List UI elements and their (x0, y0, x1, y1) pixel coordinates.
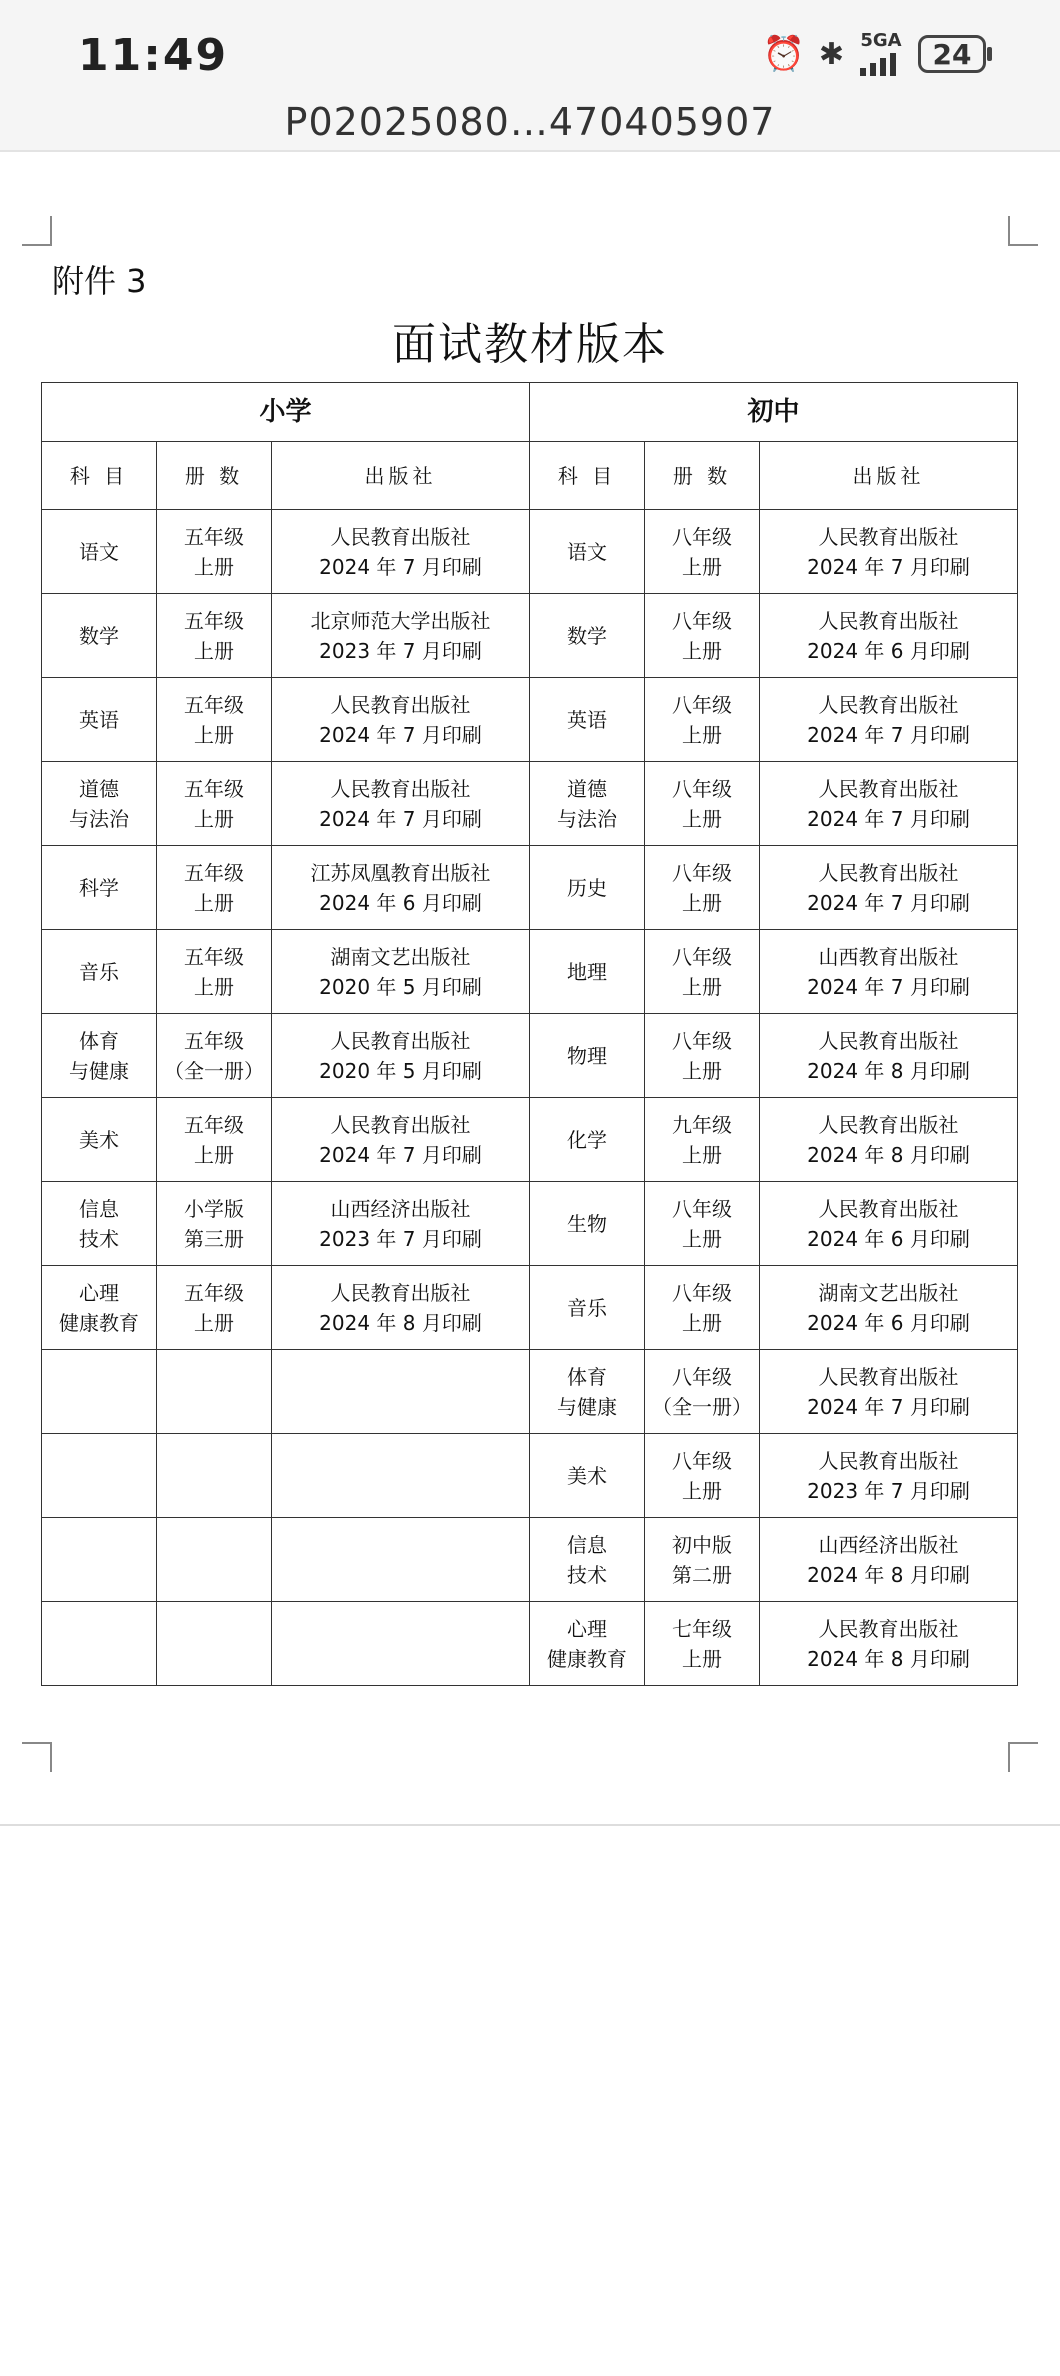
primary-subject-cell (42, 510, 157, 594)
middle-publisher-text: 人民教育出版社 (818, 692, 959, 717)
primary-publisher-cell (272, 846, 530, 930)
middle-subject-text: 道德 (567, 776, 607, 801)
middle-publisher-cell (760, 1602, 1018, 1686)
primary-publisher-text: 2024 年 7 月印刷 (319, 1142, 482, 1167)
middle-subject-cell (530, 1602, 645, 1686)
primary-volume-text: 五年级 (184, 944, 244, 969)
middle-publisher-text: 人民教育出版社 (818, 1616, 959, 1641)
middle-volume-cell (645, 594, 760, 678)
primary-publisher-cell (272, 1434, 530, 1518)
table-row (42, 678, 1018, 762)
col-header-subject: 科 目 (42, 442, 157, 510)
middle-volume-text: 八年级 (672, 692, 732, 717)
primary-publisher-text: 2024 年 7 月印刷 (319, 554, 482, 579)
middle-subject-text: 物理 (567, 1043, 607, 1068)
signal-icon (858, 32, 904, 76)
middle-publisher-text: 人民教育出版社 (818, 524, 959, 549)
table-row (42, 930, 1018, 1014)
middle-volume-text: 上册 (682, 1226, 722, 1251)
middle-publisher-text: 2024 年 8 月印刷 (807, 1058, 970, 1083)
middle-subject-text: 与法治 (557, 806, 617, 831)
middle-publisher-text: 湖南文艺出版社 (818, 1280, 959, 1305)
middle-publisher-text: 2024 年 7 月印刷 (807, 722, 970, 747)
middle-publisher-text: 山西教育出版社 (818, 944, 959, 969)
middle-volume-cell (645, 930, 760, 1014)
middle-publisher-cell (760, 1434, 1018, 1518)
middle-volume-text: 上册 (682, 890, 722, 915)
middle-volume-cell (645, 1182, 760, 1266)
table-body (42, 510, 1018, 1686)
middle-volume-text: 八年级 (672, 944, 732, 969)
middle-publisher-text: 2024 年 6 月印刷 (807, 638, 970, 663)
middle-volume-cell (645, 1350, 760, 1434)
primary-volume-cell (157, 1014, 272, 1098)
primary-publisher-cell (272, 1266, 530, 1350)
primary-subject-cell (42, 678, 157, 762)
middle-volume-text: （全一册） (652, 1394, 752, 1419)
middle-publisher-text: 人民教育出版社 (818, 1448, 959, 1473)
col-header-publisher: 出版社 (272, 442, 530, 510)
battery-level: 24 (932, 37, 972, 71)
middle-volume-text: 八年级 (672, 1448, 732, 1473)
middle-volume-text: 上册 (682, 806, 722, 831)
middle-subject-text: 英语 (567, 707, 607, 732)
middle-publisher-text: 2024 年 7 月印刷 (807, 890, 970, 915)
primary-volume-text: 五年级 (184, 524, 244, 549)
primary-volume-text: 上册 (194, 1142, 234, 1167)
middle-volume-cell (645, 1602, 760, 1686)
middle-publisher-text: 2024 年 8 月印刷 (807, 1562, 970, 1587)
primary-subject-text: 道德 (79, 776, 119, 801)
middle-publisher-text: 2024 年 6 月印刷 (807, 1310, 970, 1335)
group-header-middle: 初中 (530, 383, 1018, 442)
primary-subject-text: 信息 (79, 1196, 119, 1221)
primary-volume-text: 五年级 (184, 1280, 244, 1305)
primary-volume-cell (157, 678, 272, 762)
middle-volume-text: 上册 (682, 1310, 722, 1335)
primary-publisher-cell (272, 1350, 530, 1434)
primary-subject-cell (42, 1182, 157, 1266)
middle-publisher-text: 2024 年 7 月印刷 (807, 554, 970, 579)
primary-subject-text: 科学 (79, 875, 119, 900)
middle-subject-text: 音乐 (567, 1295, 607, 1320)
middle-subject-cell (530, 846, 645, 930)
primary-publisher-text: 山西经济出版社 (330, 1196, 471, 1221)
col-header-subject: 科 目 (530, 442, 645, 510)
primary-publisher-text: 人民教育出版社 (330, 1280, 471, 1305)
primary-publisher-cell (272, 762, 530, 846)
primary-volume-text: 五年级 (184, 776, 244, 801)
middle-volume-text: 上册 (682, 1646, 722, 1671)
middle-subject-text: 语文 (567, 539, 607, 564)
primary-volume-cell (157, 1434, 272, 1518)
primary-volume-text: （全一册） (164, 1058, 264, 1083)
primary-publisher-text: 2024 年 6 月印刷 (319, 890, 482, 915)
primary-publisher-text: 2024 年 8 月印刷 (319, 1310, 482, 1335)
primary-volume-text: 小学版 (184, 1196, 244, 1221)
group-header-primary: 小学 (42, 383, 530, 442)
primary-volume-cell (157, 1098, 272, 1182)
middle-publisher-text: 人民教育出版社 (818, 1196, 959, 1221)
middle-volume-text: 八年级 (672, 1196, 732, 1221)
primary-publisher-cell (272, 1014, 530, 1098)
middle-volume-cell (645, 1014, 760, 1098)
middle-volume-cell (645, 510, 760, 594)
middle-volume-text: 上册 (682, 638, 722, 663)
primary-publisher-cell (272, 678, 530, 762)
primary-publisher-text: 人民教育出版社 (330, 524, 471, 549)
primary-publisher-text: 2023 年 7 月印刷 (319, 1226, 482, 1251)
primary-publisher-cell (272, 930, 530, 1014)
middle-volume-text: 九年级 (672, 1112, 732, 1137)
textbook-table (41, 382, 1018, 1686)
primary-publisher-cell (272, 1098, 530, 1182)
middle-subject-text: 技术 (567, 1562, 607, 1587)
alarm-icon: ⏰ (762, 34, 805, 74)
middle-publisher-cell (760, 1182, 1018, 1266)
table-row (42, 762, 1018, 846)
primary-subject-cell (42, 594, 157, 678)
primary-subject-text: 与法治 (69, 806, 129, 831)
table-row (42, 1014, 1018, 1098)
middle-subject-cell (530, 1098, 645, 1182)
bluetooth-icon: ✱ (818, 36, 844, 72)
primary-subject-text: 健康教育 (59, 1310, 139, 1335)
middle-volume-cell (645, 678, 760, 762)
middle-subject-cell (530, 1350, 645, 1434)
table-row (42, 1518, 1018, 1602)
middle-publisher-text: 人民教育出版社 (818, 860, 959, 885)
middle-subject-cell (530, 1182, 645, 1266)
middle-subject-text: 生物 (567, 1211, 607, 1236)
crop-mark-bottom-left (22, 1742, 52, 1772)
battery-icon (918, 35, 986, 73)
middle-subject-text: 体育 (567, 1364, 607, 1389)
middle-publisher-text: 2024 年 8 月印刷 (807, 1142, 970, 1167)
middle-volume-text: 上册 (682, 1478, 722, 1503)
middle-subject-cell (530, 1434, 645, 1518)
primary-publisher-text: 北京师范大学出版社 (310, 608, 491, 633)
primary-volume-cell (157, 846, 272, 930)
primary-publisher-cell (272, 1182, 530, 1266)
middle-volume-cell (645, 1098, 760, 1182)
middle-publisher-cell (760, 1350, 1018, 1434)
middle-volume-text: 第二册 (672, 1562, 732, 1587)
middle-publisher-text: 人民教育出版社 (818, 776, 959, 801)
middle-volume-text: 上册 (682, 974, 722, 999)
middle-publisher-cell (760, 762, 1018, 846)
middle-subject-cell (530, 1014, 645, 1098)
primary-publisher-text: 人民教育出版社 (330, 692, 471, 717)
primary-subject-text: 数学 (79, 623, 119, 648)
primary-volume-text: 上册 (194, 806, 234, 831)
primary-subject-cell (42, 1266, 157, 1350)
middle-volume-text: 八年级 (672, 776, 732, 801)
middle-subject-text: 健康教育 (547, 1646, 627, 1671)
col-header-publisher: 出版社 (760, 442, 1018, 510)
primary-volume-text: 五年级 (184, 608, 244, 633)
primary-publisher-text: 人民教育出版社 (330, 1112, 471, 1137)
primary-volume-text: 五年级 (184, 1112, 244, 1137)
table-row (42, 510, 1018, 594)
middle-subject-cell (530, 1518, 645, 1602)
primary-volume-text: 上册 (194, 638, 234, 663)
middle-publisher-text: 山西经济出版社 (818, 1532, 959, 1557)
primary-volume-cell (157, 930, 272, 1014)
primary-volume-text: 上册 (194, 722, 234, 747)
primary-volume-text: 第三册 (184, 1226, 244, 1251)
primary-volume-text: 五年级 (184, 860, 244, 885)
middle-publisher-text: 人民教育出版社 (818, 1364, 959, 1389)
primary-volume-text: 五年级 (184, 692, 244, 717)
middle-volume-text: 上册 (682, 722, 722, 747)
middle-subject-cell (530, 594, 645, 678)
primary-publisher-text: 2020 年 5 月印刷 (319, 1058, 482, 1083)
middle-subject-text: 化学 (567, 1127, 607, 1152)
middle-publisher-cell (760, 678, 1018, 762)
primary-publisher-text: 2024 年 7 月印刷 (319, 806, 482, 831)
middle-subject-text: 地理 (567, 959, 607, 984)
status-time: 11:49 (78, 30, 229, 81)
table-row (42, 1182, 1018, 1266)
primary-volume-text: 上册 (194, 890, 234, 915)
primary-subject-text: 技术 (79, 1226, 119, 1251)
middle-volume-text: 七年级 (672, 1616, 732, 1641)
middle-subject-text: 历史 (567, 875, 607, 900)
status-bar (0, 0, 1060, 100)
middle-publisher-text: 2024 年 7 月印刷 (807, 1394, 970, 1419)
middle-publisher-cell (760, 510, 1018, 594)
middle-volume-cell (645, 762, 760, 846)
primary-publisher-text: 人民教育出版社 (330, 1028, 471, 1053)
primary-volume-text: 上册 (194, 1310, 234, 1335)
primary-publisher-text: 2024 年 7 月印刷 (319, 722, 482, 747)
primary-publisher-text: 江苏凤凰教育出版社 (310, 860, 491, 885)
middle-volume-text: 上册 (682, 1142, 722, 1167)
middle-subject-cell (530, 510, 645, 594)
middle-subject-text: 心理 (567, 1616, 607, 1641)
middle-subject-cell (530, 930, 645, 1014)
primary-subject-cell (42, 930, 157, 1014)
middle-publisher-text: 2024 年 6 月印刷 (807, 1226, 970, 1251)
middle-subject-text: 与健康 (557, 1394, 617, 1419)
middle-subject-cell (530, 678, 645, 762)
primary-volume-cell (157, 1350, 272, 1434)
table-row (42, 1602, 1018, 1686)
primary-subject-cell (42, 1014, 157, 1098)
primary-publisher-text: 2023 年 7 月印刷 (319, 638, 482, 663)
table-row (42, 1350, 1018, 1434)
primary-volume-cell (157, 762, 272, 846)
primary-subject-cell (42, 1098, 157, 1182)
middle-volume-cell (645, 1434, 760, 1518)
crop-mark-top-left (22, 216, 52, 246)
primary-subject-cell (42, 1350, 157, 1434)
primary-publisher-text: 人民教育出版社 (330, 776, 471, 801)
col-header-volume: 册 数 (645, 442, 760, 510)
status-icons (763, 32, 986, 76)
primary-publisher-cell (272, 1602, 530, 1686)
primary-publisher-text: 湖南文艺出版社 (330, 944, 471, 969)
document-page[interactable] (0, 152, 1060, 1827)
primary-publisher-cell (272, 1518, 530, 1602)
primary-volume-cell (157, 1602, 272, 1686)
primary-subject-text: 体育 (79, 1028, 119, 1053)
crop-mark-top-right (1008, 216, 1038, 246)
blank-area (0, 1826, 1060, 2376)
middle-volume-text: 上册 (682, 1058, 722, 1083)
middle-publisher-cell (760, 594, 1018, 678)
primary-volume-cell (157, 510, 272, 594)
primary-volume-cell (157, 1266, 272, 1350)
table-row (42, 1266, 1018, 1350)
primary-subject-text: 语文 (79, 539, 119, 564)
middle-subject-cell (530, 762, 645, 846)
primary-subject-text: 美术 (79, 1127, 119, 1152)
middle-volume-cell (645, 1266, 760, 1350)
middle-publisher-cell (760, 1014, 1018, 1098)
middle-subject-text: 美术 (567, 1463, 607, 1488)
middle-volume-cell (645, 846, 760, 930)
primary-subject-cell (42, 1602, 157, 1686)
primary-subject-cell (42, 1434, 157, 1518)
middle-subject-cell (530, 1266, 645, 1350)
middle-volume-text: 上册 (682, 554, 722, 579)
middle-publisher-cell (760, 846, 1018, 930)
crop-mark-bottom-right (1008, 1742, 1038, 1772)
primary-publisher-cell (272, 594, 530, 678)
attachment-label: 附件 3 (52, 262, 147, 300)
middle-publisher-text: 2023 年 7 月印刷 (807, 1478, 970, 1503)
middle-publisher-cell (760, 1098, 1018, 1182)
primary-volume-text: 上册 (194, 554, 234, 579)
table-row (42, 846, 1018, 930)
middle-volume-text: 八年级 (672, 860, 732, 885)
middle-volume-cell (645, 1518, 760, 1602)
table-row (42, 1434, 1018, 1518)
primary-volume-cell (157, 594, 272, 678)
primary-subject-text: 英语 (79, 707, 119, 732)
middle-publisher-cell (760, 1266, 1018, 1350)
middle-volume-text: 八年级 (672, 608, 732, 633)
col-header-volume: 册 数 (157, 442, 272, 510)
middle-publisher-text: 2024 年 7 月印刷 (807, 974, 970, 999)
primary-subject-cell (42, 1518, 157, 1602)
middle-volume-text: 八年级 (672, 1364, 732, 1389)
middle-publisher-text: 人民教育出版社 (818, 608, 959, 633)
table-row (42, 594, 1018, 678)
middle-subject-text: 数学 (567, 623, 607, 648)
middle-volume-text: 八年级 (672, 1280, 732, 1305)
middle-publisher-text: 2024 年 8 月印刷 (807, 1646, 970, 1671)
middle-volume-text: 初中版 (672, 1532, 732, 1557)
middle-publisher-text: 人民教育出版社 (818, 1112, 959, 1137)
primary-subject-text: 音乐 (79, 959, 119, 984)
primary-volume-text: 上册 (194, 974, 234, 999)
signal-bars-icon (858, 50, 904, 76)
primary-subject-cell (42, 762, 157, 846)
primary-subject-cell (42, 846, 157, 930)
middle-subject-text: 信息 (567, 1532, 607, 1557)
primary-publisher-cell (272, 510, 530, 594)
primary-volume-text: 五年级 (184, 1028, 244, 1053)
primary-subject-text: 心理 (79, 1280, 119, 1305)
table-row (42, 1098, 1018, 1182)
file-name: P02025080…470405907 (284, 100, 776, 144)
primary-subject-text: 与健康 (69, 1058, 129, 1083)
middle-publisher-cell (760, 1518, 1018, 1602)
network-label: 5GA (860, 30, 902, 51)
middle-volume-text: 八年级 (672, 1028, 732, 1053)
middle-volume-text: 八年级 (672, 524, 732, 549)
primary-volume-cell (157, 1518, 272, 1602)
page-title: 面试教材版本 (392, 319, 668, 370)
middle-publisher-cell (760, 930, 1018, 1014)
middle-publisher-text: 人民教育出版社 (818, 1028, 959, 1053)
middle-publisher-text: 2024 年 7 月印刷 (807, 806, 970, 831)
primary-publisher-text: 2020 年 5 月印刷 (319, 974, 482, 999)
primary-volume-cell (157, 1182, 272, 1266)
